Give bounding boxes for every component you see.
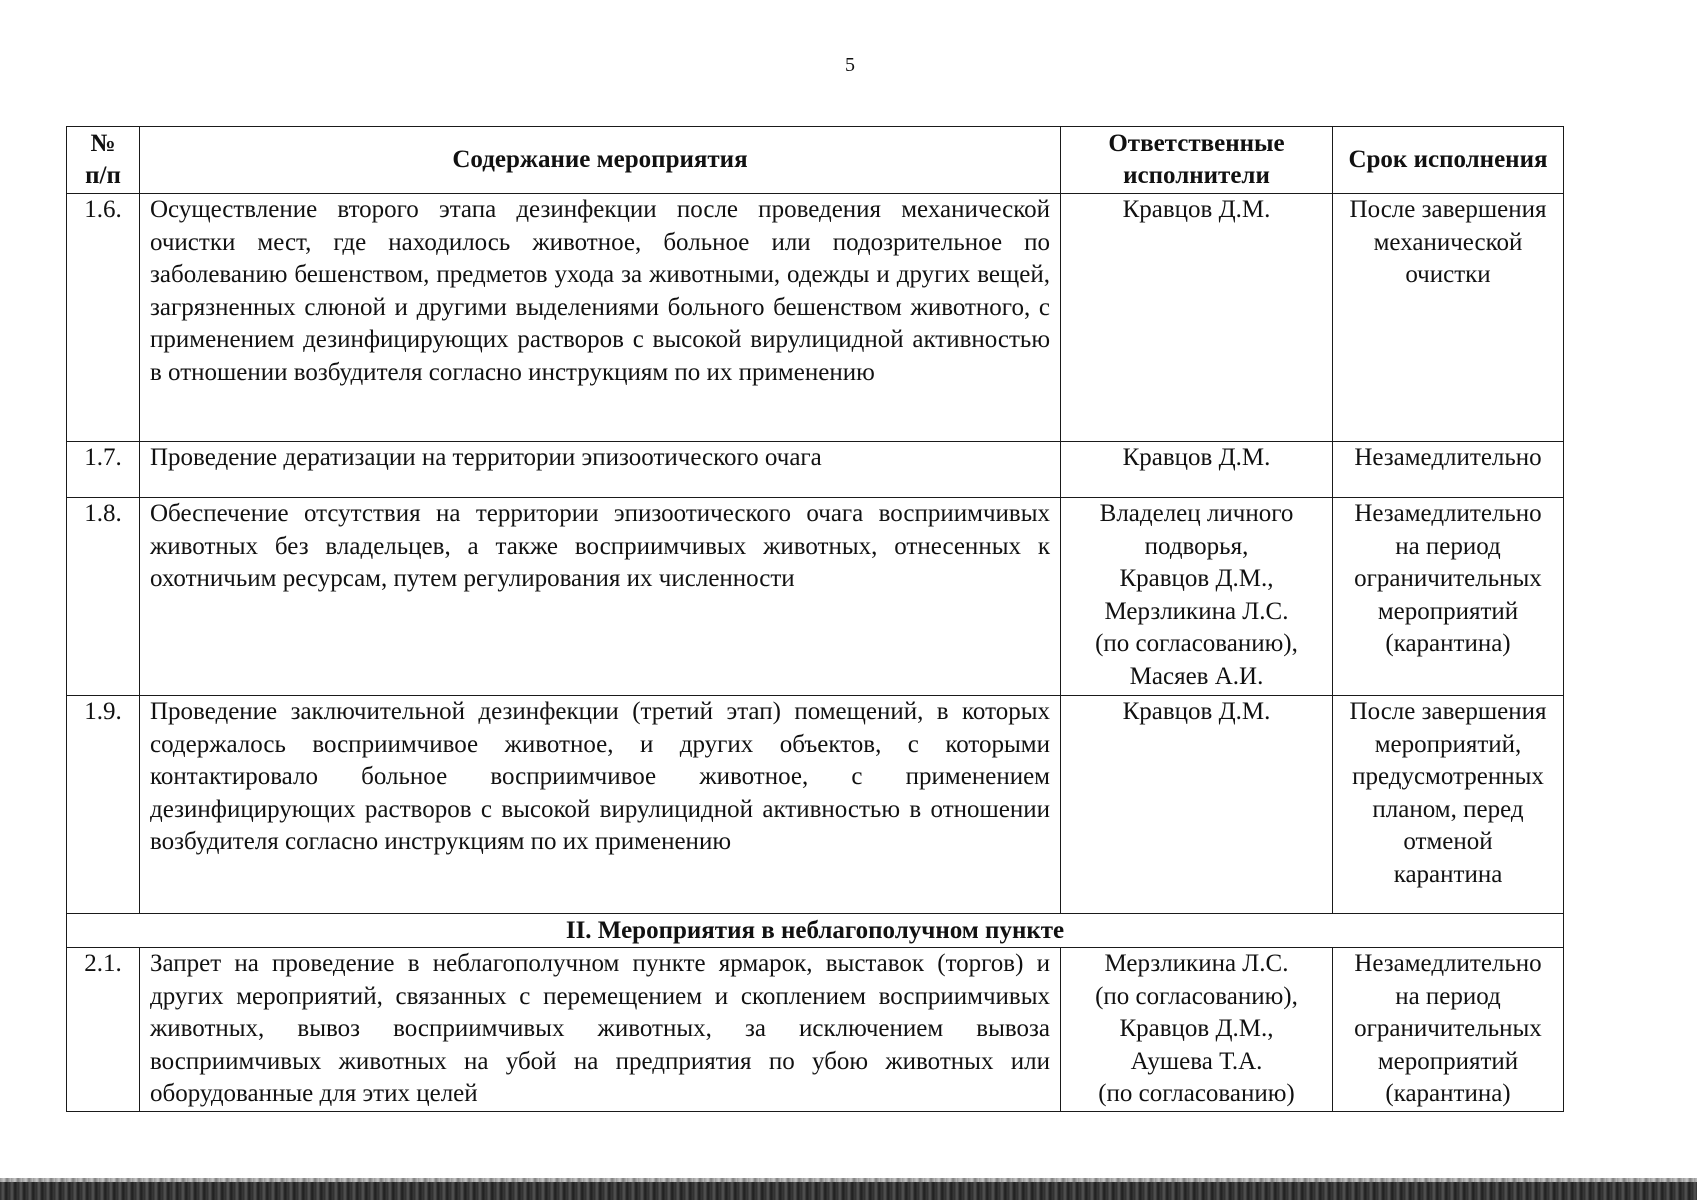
term-line: мероприятий, xyxy=(1374,730,1522,758)
term-line: Незамедлительно xyxy=(1354,950,1542,977)
responsible-line: Кравцов Д.М., xyxy=(1119,565,1274,592)
term-line: на период xyxy=(1395,982,1501,1010)
row-responsible xyxy=(1061,948,1333,1112)
responsible-line: Мерзликина Л.С. xyxy=(1104,597,1289,625)
page-number: 5 xyxy=(845,54,855,76)
table-row xyxy=(67,498,1564,696)
row-number: 2.1. xyxy=(67,948,140,1112)
row-responsible xyxy=(1061,696,1333,914)
row-number: 1.6. xyxy=(67,194,140,442)
row-content: Проведение дератизации на территории эпизоотического очага xyxy=(140,442,1061,498)
responsible-line: Аушева Т.А. xyxy=(1130,1047,1263,1075)
responsible-line: (по согласованию), xyxy=(1095,982,1298,1010)
header-responsible-line-2: исполнители xyxy=(1123,162,1270,189)
table-row xyxy=(67,948,1564,1112)
header-number-line-2: п/п xyxy=(85,162,121,189)
responsible-line: Владелец личного xyxy=(1099,500,1294,527)
term-line: ограничительных xyxy=(1354,1015,1542,1042)
responsible-line: Кравцов Д.М. xyxy=(1122,698,1271,725)
responsible-line: Кравцов Д.М. xyxy=(1122,444,1271,471)
header-content: Содержание мероприятия xyxy=(140,127,1061,194)
responsible-line: (по согласованию) xyxy=(1098,1080,1295,1107)
term-line: на период xyxy=(1395,532,1501,560)
term-line: карантина xyxy=(1393,860,1503,888)
term-line: (карантина) xyxy=(1385,1080,1511,1107)
term-line: механической очистки xyxy=(1373,228,1523,288)
responsible-line: (по согласованию), xyxy=(1095,630,1298,657)
term-line: ограничительных xyxy=(1354,565,1542,592)
measures-table xyxy=(66,126,1564,1112)
row-term xyxy=(1333,696,1564,914)
row-content: Осуществление второго этапа дезинфекции после проведения механической очистки мест, где находилось животное, больное или подозрительное по заболеванию бешенством, предметов ухода за животными, одежды и других вещей, загрязненных слюной и другими выделениями больного бешенством животного, с применением дезинфицирующих растворов с высокой вирулицидной активностью в отношении возбудителя согласно инструкциям по их применению xyxy=(140,194,1061,442)
term-line: предусмотренных xyxy=(1352,763,1544,790)
header-responsible-line-1: Ответственные xyxy=(1108,130,1285,157)
responsible-line: Кравцов Д.М. xyxy=(1122,196,1271,223)
row-term xyxy=(1333,948,1564,1112)
row-term xyxy=(1333,194,1564,442)
table-row xyxy=(67,696,1564,914)
section-title: II. Мероприятия в неблагополучном пункте xyxy=(67,914,1564,948)
table-row xyxy=(67,442,1564,498)
term-line: мероприятий xyxy=(1377,1047,1519,1075)
row-content: Проведение заключительной дезинфекции (третий этап) помещений, в которых содержалось восприимчивое животное, и других объектов, с которыми контактировало больное восприимчивое животное, с применением дезинфицирующих растворов с высокой вирулицидной активностью в отношении возбудителя согласно инструкциям по их применению xyxy=(140,696,1061,914)
row-term xyxy=(1333,498,1564,696)
table-row xyxy=(67,194,1564,442)
row-number: 1.7. xyxy=(67,442,140,498)
row-number: 1.9. xyxy=(67,696,140,914)
term-line: планом, перед отменой xyxy=(1372,795,1524,855)
responsible-line: подворья, xyxy=(1144,532,1249,560)
term-line: (карантина) xyxy=(1385,630,1511,657)
header-number xyxy=(67,127,140,194)
header-term: Срок исполнения xyxy=(1333,127,1564,194)
row-number: 1.8. xyxy=(67,498,140,696)
table-header-row xyxy=(67,127,1564,194)
term-line: После завершения xyxy=(1349,196,1547,223)
row-responsible xyxy=(1061,498,1333,696)
responsible-line: Кравцов Д.М., xyxy=(1119,1015,1274,1042)
row-content: Обеспечение отсутствия на территории эпизоотического очага восприимчивых животных без владельцев, а также восприимчивых животных, отнесенных к охотничьим ресурсам, путем регулирования их численности xyxy=(140,498,1061,696)
row-responsible xyxy=(1061,194,1333,442)
row-content: Запрет на проведение в неблагополучном пункте ярмарок, выставок (торгов) и других мероприятий, связанных с перемещением и скоплением восприимчивых животных, вывоз восприимчивых животных, за исключением вывоза восприимчивых животных на убой на предприятия по убою животных или оборудованные для этих целей xyxy=(140,948,1061,1112)
section-header-row xyxy=(67,914,1564,948)
row-term xyxy=(1333,442,1564,498)
term-line: Незамедлительно xyxy=(1354,444,1542,471)
term-line: Незамедлительно xyxy=(1354,500,1542,527)
header-number-line-1: № xyxy=(90,130,116,157)
term-line: После завершения xyxy=(1349,698,1547,725)
term-line: мероприятий xyxy=(1377,597,1519,625)
scan-edge xyxy=(0,1182,1697,1200)
responsible-line: Мерзликина Л.С. xyxy=(1104,950,1289,977)
row-responsible xyxy=(1061,442,1333,498)
header-responsible xyxy=(1061,127,1333,194)
responsible-line: Масяев А.И. xyxy=(1129,662,1264,690)
